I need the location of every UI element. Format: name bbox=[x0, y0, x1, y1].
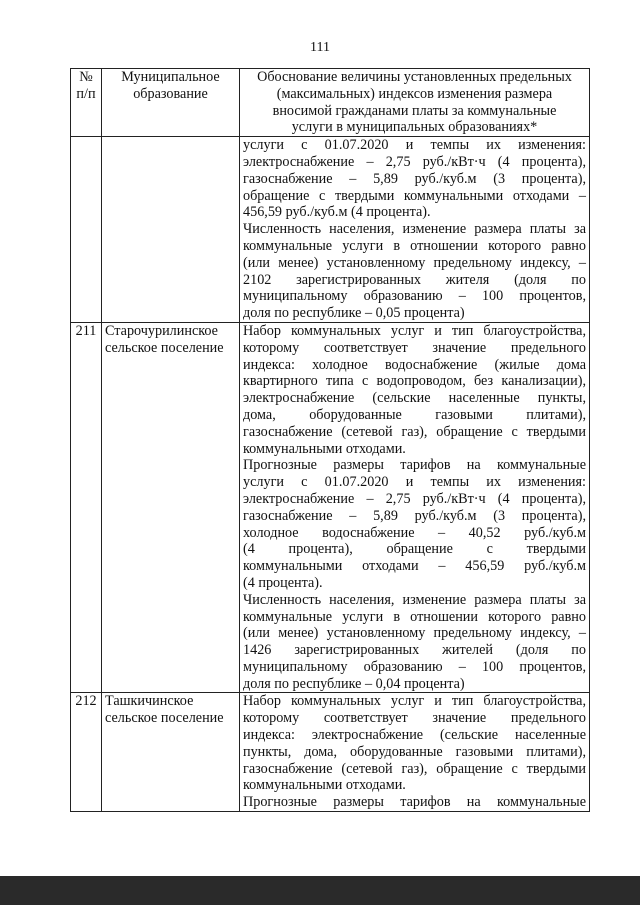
justification-line: муниципальному образованию – 100 процентов, bbox=[243, 288, 586, 305]
justification-line: электроснабжение – 2,75 руб./кВт·ч (4 процента), bbox=[243, 490, 586, 507]
municipality-cell bbox=[102, 137, 240, 323]
justification-line: индекса: холодное водоснабжение (жилые дома bbox=[243, 356, 586, 373]
table-header-row bbox=[71, 69, 590, 137]
justification-line: холодное водоснабжение – 40,52 руб./куб.м bbox=[243, 524, 586, 541]
justification-line: газоснабжение (сетевой газ), обращение с твердыми bbox=[243, 423, 586, 440]
header-line: услуги в муниципальных образованиях* bbox=[291, 119, 538, 136]
row-number-cell bbox=[71, 137, 102, 323]
justification-line: пункты, дома, оборудованные газовыми плитами), bbox=[243, 743, 586, 760]
table-row bbox=[71, 322, 590, 693]
municipality-cell: Ташкичинское сельское поселение bbox=[102, 693, 240, 812]
justification-line: газоснабжение (сетевой газ), обращение с твердыми bbox=[243, 760, 586, 777]
justification-line: которому соответствует значение предельного bbox=[243, 710, 586, 727]
justification-line: Численность населения, изменение размера платы за bbox=[243, 591, 586, 608]
justification-line: дома, оборудованные газовыми плитами), bbox=[243, 406, 586, 423]
justification-line: Набор коммунальных услуг и тип благоустройства, bbox=[243, 693, 586, 710]
scan-bottom-border bbox=[0, 876, 640, 905]
justification-line: (или менее) установленному предельному индексу, – bbox=[243, 254, 586, 271]
justification-line: коммунальные услуги в отношении которого равно bbox=[243, 237, 586, 254]
justification-line: услуги с 01.07.2020 и темпы их изменения: bbox=[243, 137, 586, 154]
justification-line: коммунальные услуги в отношении которого равно bbox=[243, 608, 586, 625]
row-number-cell: 212 bbox=[71, 693, 102, 812]
justification-line: коммунальными отходами. bbox=[243, 777, 406, 794]
justification-line: 2102 зарегистрированных жителя (доля по bbox=[243, 271, 586, 288]
justification-line: 456,59 руб./куб.м (4 процента). bbox=[243, 204, 431, 221]
justification-line: муниципальному образованию – 100 процентов, bbox=[243, 658, 586, 675]
header-cell-municipality: Муниципальное образование bbox=[102, 69, 240, 137]
justification-line: (4 процента). bbox=[243, 574, 323, 591]
justification-line: 1426 зарегистрированных жителей (доля по bbox=[243, 642, 586, 659]
justification-line: обращение с твердыми коммунальными отходами – bbox=[243, 187, 586, 204]
page-number: 111 bbox=[310, 40, 330, 55]
justification-cell bbox=[240, 693, 590, 812]
justification-line: (или менее) установленному предельному индексу, – bbox=[243, 625, 586, 642]
justification-line: доля по республике – 0,05 процента) bbox=[243, 305, 465, 322]
justification-line: Численность населения, изменение размера платы за bbox=[243, 221, 586, 238]
justification-line: Прогнозные размеры тарифов на коммунальные bbox=[243, 457, 586, 474]
justification-line: услуги с 01.07.2020 и темпы их изменения: bbox=[243, 474, 586, 491]
justification-line: Набор коммунальных услуг и тип благоустройства, bbox=[243, 322, 586, 339]
header-line: Обоснование величины установленных предельных bbox=[257, 69, 572, 85]
justification-line: электроснабжение (сельские населенные пункты, bbox=[243, 390, 586, 407]
table-row bbox=[71, 137, 590, 323]
justification-line: коммунальными отходами. bbox=[243, 440, 406, 457]
header-line: вносимой гражданами платы за коммунальные bbox=[272, 102, 557, 119]
row-number-cell: 211 bbox=[71, 322, 102, 693]
justification-cell bbox=[240, 322, 590, 693]
header-line: (максимальных) индексов изменения размера bbox=[276, 85, 553, 102]
table-row bbox=[71, 693, 590, 812]
header-cell-number: № п/п bbox=[71, 69, 102, 137]
header-cell-justification bbox=[240, 69, 590, 137]
justification-line: (4 процента), обращение с твердыми bbox=[243, 541, 586, 558]
justification-line: коммунальными отходами – 456,59 руб./куб.м bbox=[243, 558, 586, 575]
justification-line: индекса: электроснабжение (сельские населенные bbox=[243, 727, 586, 744]
justification-line: квартирного типа с водопроводом, без канализации), bbox=[243, 373, 586, 390]
justification-line: газоснабжение – 5,89 руб./куб.м (3 процента), bbox=[243, 507, 586, 524]
justification-line: которому соответствует значение предельного bbox=[243, 339, 586, 356]
tariff-index-table bbox=[70, 68, 590, 812]
justification-line: доля по республике – 0,04 процента) bbox=[243, 675, 465, 692]
justification-line: Прогнозные размеры тарифов на коммунальные bbox=[243, 794, 586, 811]
justification-line: электроснабжение – 2,75 руб./кВт·ч (4 процента), bbox=[243, 153, 586, 170]
municipality-cell: Старочурилинское сельское поселение bbox=[102, 322, 240, 693]
justification-line: газоснабжение – 5,89 руб./куб.м (3 процента), bbox=[243, 170, 586, 187]
justification-cell bbox=[240, 137, 590, 323]
